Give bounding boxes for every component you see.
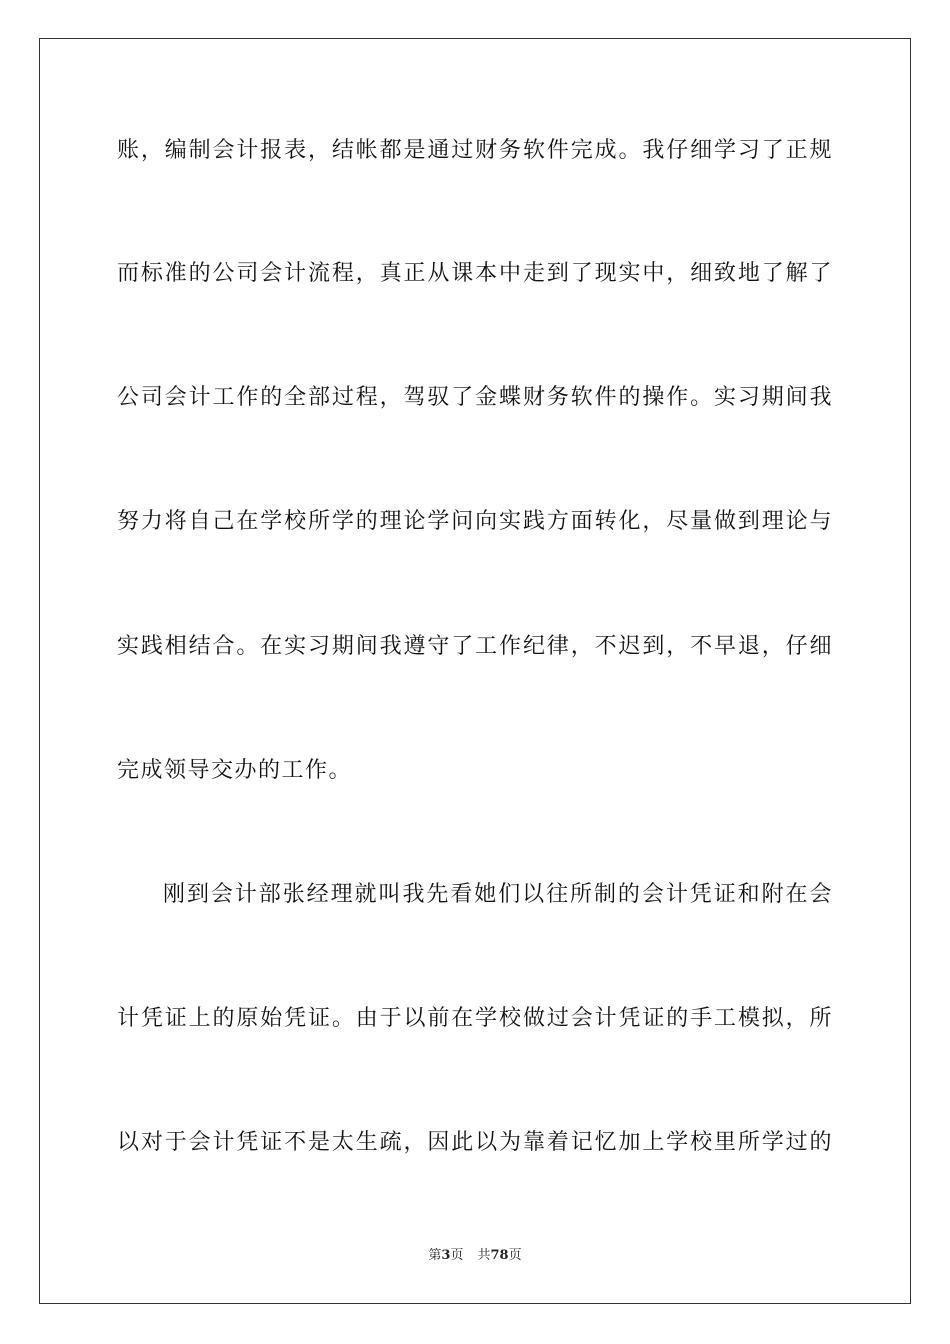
- body-text-line-8: 计凭证上的原始凭证。由于以前在学校做过会计凭证的手工模拟，所: [117, 1006, 833, 1031]
- body-text-line-5: 实践相结合。在实习期间我遵守了工作纪律，不迟到，不早退，仔细: [117, 634, 833, 659]
- body-text-line-9: 以对于会计凭证不是太生疏，因此以为靠着记忆加上学校里所学过的: [117, 1130, 833, 1155]
- body-text-line-3: 公司会计工作的全部过程，驾驭了金蝶财务软件的操作。实习期间我: [117, 385, 833, 410]
- page-suffix: 页: [450, 1248, 464, 1263]
- page-prefix: 第: [428, 1248, 442, 1263]
- body-text-line-7: 刚到会计部张经理就叫我先看她们以往所制的会计凭证和附在会: [163, 882, 833, 907]
- page-number: 3: [441, 1248, 451, 1263]
- body-text-line-1: 账，编制会计报表，结帐都是通过财务软件完成。我仔细学习了正规: [117, 138, 833, 163]
- page-border: [39, 38, 911, 1304]
- body-text-line-6: 完成领导交办的工作。: [117, 758, 353, 783]
- total-prefix: 共: [477, 1248, 491, 1263]
- total-suffix: 页: [508, 1248, 522, 1263]
- total-pages: 78: [490, 1248, 509, 1263]
- body-text-line-4: 努力将自己在学校所学的理论学问向实践方面转化，尽量做到理论与: [117, 509, 833, 534]
- body-text-line-2: 而标准的公司会计流程，真正从课本中走到了现实中，细致地了解了: [117, 261, 833, 286]
- page-footer: [0, 1247, 950, 1265]
